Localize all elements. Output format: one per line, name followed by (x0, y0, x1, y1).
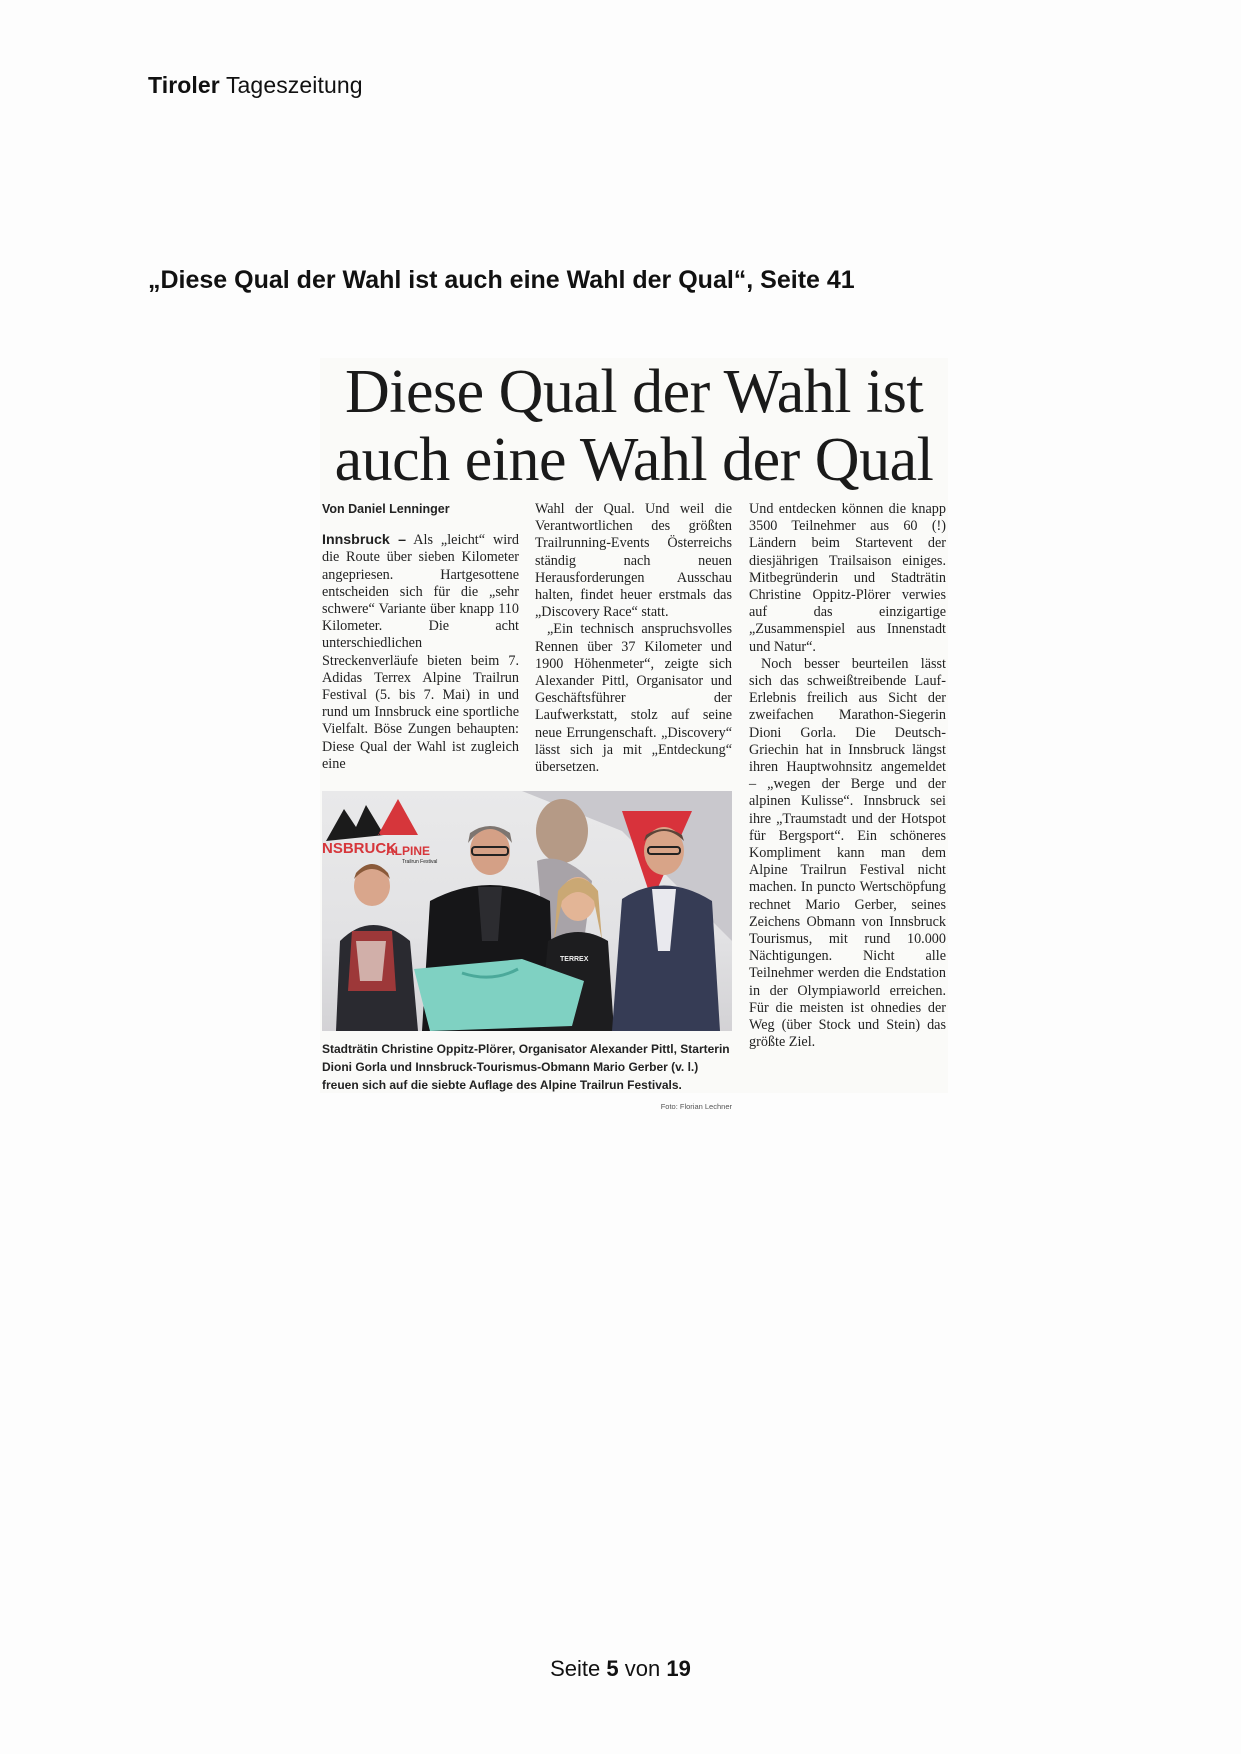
article-photo (322, 791, 732, 1031)
byline: Von Daniel Lenninger (322, 502, 450, 516)
column-3-paragraph-1: Und entdecken können die knapp 3500 Teilnehmer aus 60 (!) Ländern beim Startevent der diesjährigen Trailsaison einiges. Mitbegründerin und Stadträtin Christine Oppitz-Plörer verwies auf das einzigartige „Zusammenspiel aus Innenstadt und Natur“. (749, 501, 946, 655)
logo-sub-text: Trailrun Festival (402, 859, 438, 865)
headline-line-1: Diese Qual der Wahl ist (344, 358, 924, 426)
publication-name-rest: Tageszeitung (225, 72, 363, 98)
runner-logo-icon (378, 799, 418, 835)
column-1-text: Als „leicht“ wird die Route über sieben Kilometer angepriesen. Hartgesottene entscheiden sich für die „sehr schwere“ Variante über knapp 110 Kilometer. Die acht unterschiedlichen Streckenverläufe bieten beim 7. Adidas Terrex Alpine Trailrun Festival (5. bis 7. Mai) in und rund um Innsbruck eine sportliche Vielfalt. Böse Zungen behaupten: Diese Qual der Wahl ist zugleich eine (322, 532, 520, 772)
footer-page-number: 5 (606, 1656, 619, 1681)
article-column-2 (535, 501, 732, 776)
footer-total-pages: 19 (666, 1656, 691, 1681)
festival-logo (322, 799, 437, 865)
newspaper-clipping (320, 358, 948, 1111)
logo-city-text: NSBRUCK (322, 840, 397, 857)
article-reference: „Diese Qual der Wahl ist auch eine Wahl der Qual“, Seite 41 (148, 266, 855, 294)
column-2-paragraph-1: Wahl der Qual. Und weil die Verantwortlichen des größten Trailrunning-Events Österreichs ständig nach neuen Herausforderungen Ausschau halten, findet heuer erstmals das „Discovery Race“ statt. (535, 501, 732, 621)
headline-line-2: auch eine Wahl der Qual (334, 426, 934, 494)
page-footer (0, 1656, 1241, 1682)
article-column-3 (749, 501, 946, 1052)
column-3-paragraph-2: Noch besser beurteilen lässt sich das schweißtreibende Lauf-Erlebnis freilich aus Sicht der zweifachen Marathon-Siegerin Dioni Gorla. Die Deutsch-Griechin hat in Innsbruck längst ihren Hauptwohnsitz angemeldet – „wegen der Berge und der alpinen Kulisse“. Innsbruck sei ihre „Traumstadt und der Hotspot für Bergsport“. Ein schöneres Kompliment kann man dem Alpine Trailrun Festival nicht machen. In puncto Wertschöpfung rechnet Mario Gerber, seines Zeichens Obmann von Innsbruck Tourismus, mit rund 10.000 Nächtigungen. Nicht alle Teilnehmer werden die Endstation in der Olympiaworld erreichen. Für die meisten ist ohnedies der Weg (über Stock und Stein) das größte Ziel. (749, 655, 946, 1051)
person-christine-oppitz-ploerer (336, 864, 418, 1031)
publication-name-bold: Tiroler (148, 72, 220, 98)
dateline: Innsbruck – (322, 532, 407, 549)
logo-event-text: ALPINE (386, 844, 431, 858)
caption-text: Stadträtin Christine Oppitz-Plörer, Organisator Alexander Pittl, Starterin Dioni Gorla und Innsbruck-Tourismus-Obmann Mario Gerber (v. l.) freuen sich auf die siebte Auflage des Alpine Trailrun Festivals. (322, 1042, 730, 1092)
shirt-brand-text: TERREX (560, 956, 589, 963)
poster-runner-head (536, 799, 588, 863)
article-headline (320, 358, 948, 494)
article-column-1 (322, 501, 519, 773)
column-2-paragraph-2: „Ein technisch anspruchsvolles Rennen über 37 Kilometer und 1900 Höhenmeter“, zeigte sich Alexander Pittl, Organisator und Geschäftsführer der Laufwerkstatt, stolz auf seine neue Errungenschaft. „Discovery“ lässt sich ja mit „Entdeckung“ übersetzen. (535, 621, 732, 776)
photo-credit: Foto: Florian Lechner (660, 1102, 732, 1111)
publication-header (148, 72, 363, 99)
photo-illustration (322, 791, 732, 1031)
footer-prefix: Seite (550, 1656, 601, 1681)
footer-middle: von (624, 1656, 661, 1681)
logo-brand-text: TERREX (352, 830, 381, 837)
photo-caption (322, 1040, 732, 1116)
